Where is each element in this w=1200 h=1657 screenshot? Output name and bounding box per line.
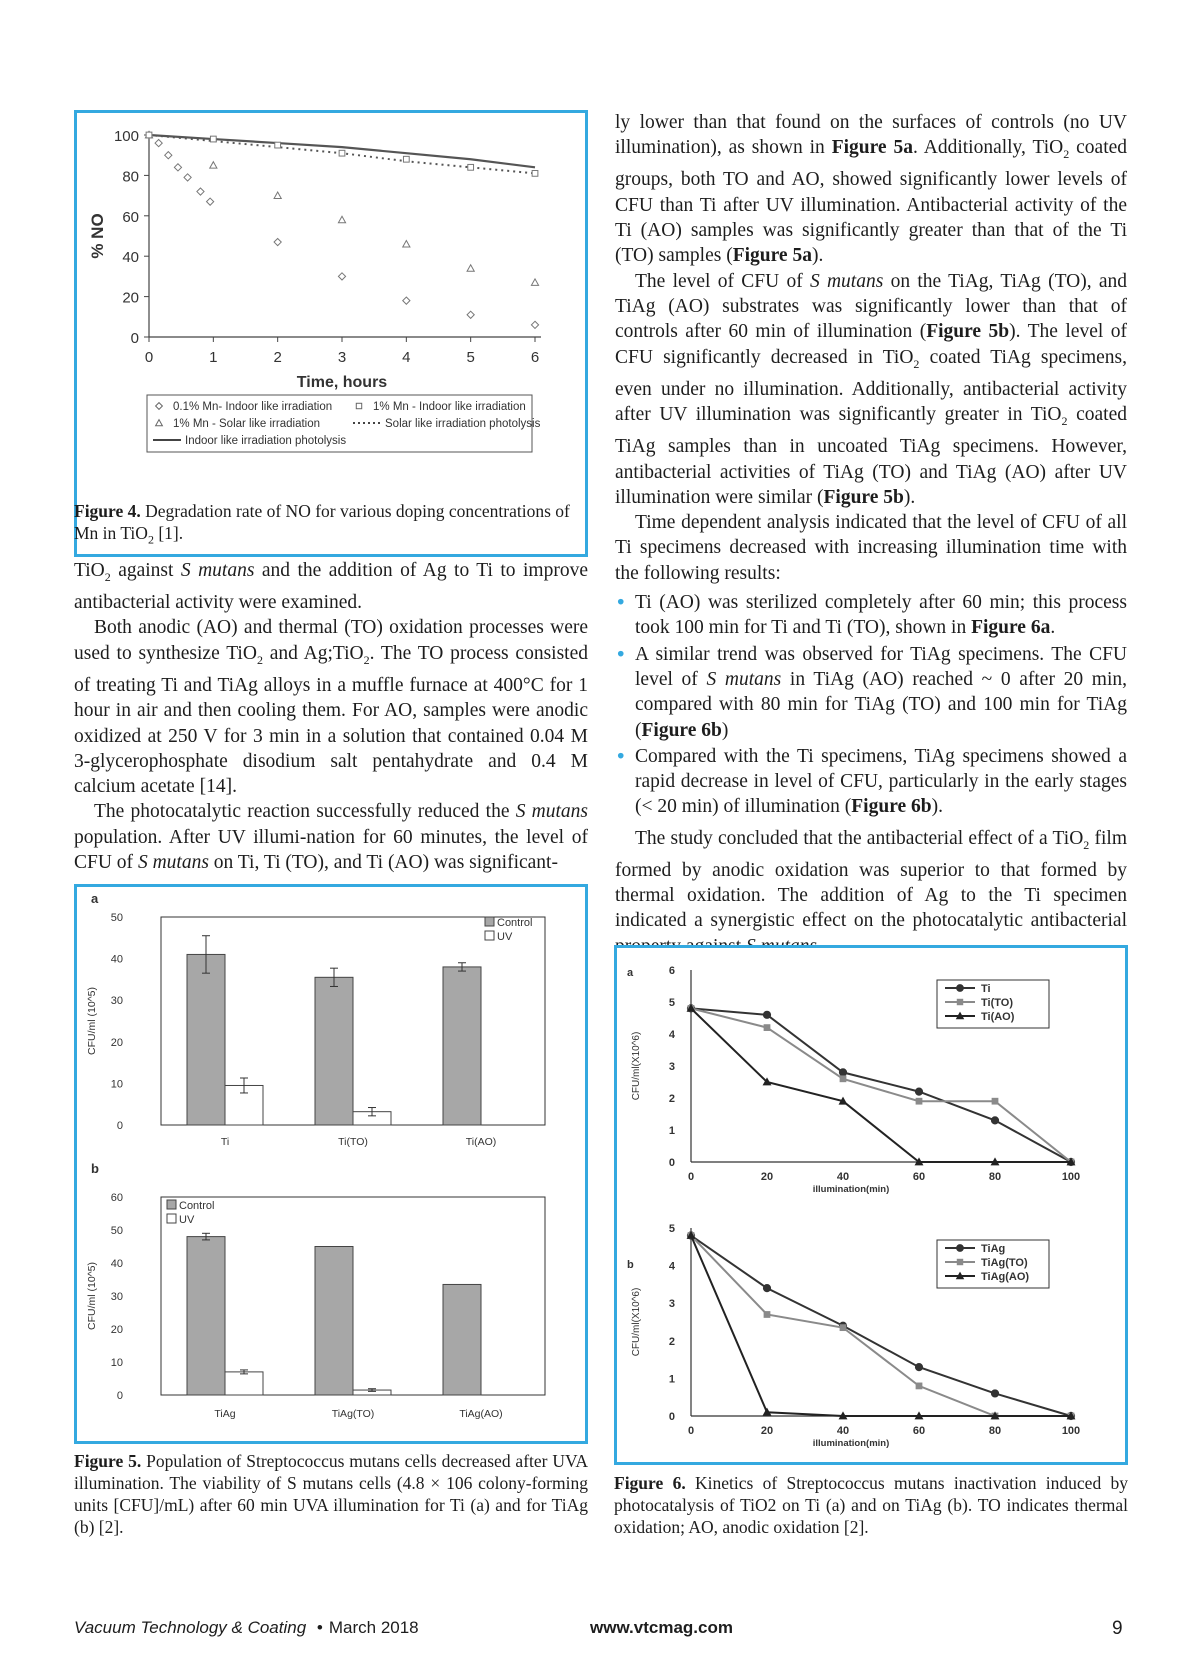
x-tick-label: 40 xyxy=(836,1425,850,1437)
legend-label: TiAg xyxy=(981,1243,1006,1255)
bar xyxy=(443,967,481,1125)
figure-6-chart xyxy=(617,948,1125,1462)
y-tick-label: 30 xyxy=(110,995,123,1008)
x-tick-label: 100 xyxy=(1061,1171,1081,1183)
y-tick-label: 5 xyxy=(668,1223,675,1235)
data-point xyxy=(403,156,409,162)
data-point xyxy=(764,1312,770,1318)
data-point xyxy=(174,164,181,171)
figure-5 xyxy=(74,884,588,1444)
data-point xyxy=(992,1098,998,1104)
x-tick-label: 0 xyxy=(687,1425,695,1437)
legend-marker xyxy=(957,999,962,1004)
series-line xyxy=(691,1008,1071,1162)
y-tick-label: 10 xyxy=(110,1357,123,1369)
y-tick-label: 100 xyxy=(113,128,139,145)
data-point xyxy=(764,1025,770,1031)
category-label: TiAg(AO) xyxy=(459,1408,503,1420)
x-tick-label: 80 xyxy=(988,1425,1002,1437)
figure-4-caption: Figure 4. Degradation rate of NO for various doping concentrations of Mn in TiO$_2$ [1]. xyxy=(74,501,570,547)
y-tick-label: 60 xyxy=(110,1192,123,1204)
y-axis-label: CFU/ml(X10^6) xyxy=(631,1287,642,1357)
y-tick-label: 10 xyxy=(110,1078,123,1091)
series-line xyxy=(691,1008,1071,1162)
y-tick-label: 50 xyxy=(110,1225,123,1237)
legend-marker xyxy=(957,1259,962,1264)
y-tick-label: 6 xyxy=(668,965,675,977)
figure-4-chart xyxy=(77,113,585,491)
x-tick-label: 0 xyxy=(144,349,154,366)
figure-6-caption: Figure 6. Kinetics of Streptococcus mutans inactivation induced by photocatalysis of TiO2 on Ti (a) and on TiAg (b). TO indicates thermal oxidation; AO, anodic oxidation [2]. xyxy=(614,1473,1129,1537)
data-point xyxy=(763,1285,770,1292)
y-tick-label: 40 xyxy=(110,953,123,966)
data-point xyxy=(840,1325,846,1331)
legend-marker xyxy=(957,985,964,992)
category-label: Ti xyxy=(220,1136,230,1148)
data-point xyxy=(916,1383,922,1389)
x-tick-label: 20 xyxy=(760,1425,774,1437)
data-point xyxy=(197,188,204,195)
x-tick-label: 2 xyxy=(273,349,282,366)
figure-5-chart xyxy=(77,887,585,1441)
x-tick-label: 80 xyxy=(988,1171,1002,1183)
y-tick-label: 1 xyxy=(668,1373,675,1386)
data-point xyxy=(207,198,214,205)
x-tick-label: 60 xyxy=(912,1171,926,1183)
data-point xyxy=(991,1390,998,1397)
y-tick-label: 0 xyxy=(668,1157,675,1169)
x-tick-label: 3 xyxy=(337,349,347,366)
data-point xyxy=(275,142,281,148)
legend-label: Solar like irradiation photolysis xyxy=(385,418,541,430)
y-tick-label: 40 xyxy=(122,249,139,267)
x-axis-label: illumination(min) xyxy=(812,1184,890,1195)
y-axis-label: CFU/ml (10^5) xyxy=(86,1262,98,1330)
y-tick-label: 50 xyxy=(110,912,123,924)
panel-label: b xyxy=(91,1161,99,1176)
y-tick-label: 60 xyxy=(122,208,139,226)
y-tick-label: 0 xyxy=(116,1120,123,1132)
x-tick-label: 4 xyxy=(402,349,411,366)
data-point xyxy=(338,273,345,280)
data-point xyxy=(155,139,162,146)
figure-6 xyxy=(614,945,1128,1465)
data-point xyxy=(146,132,152,138)
legend-label: 1% Mn - Indoor like irradiation xyxy=(373,401,526,413)
y-tick-label: 3 xyxy=(668,1298,675,1311)
legend-marker xyxy=(356,403,361,408)
y-tick-label: 20 xyxy=(110,1036,123,1049)
data-point xyxy=(840,1076,846,1082)
data-point xyxy=(916,1098,922,1104)
data-point xyxy=(274,192,281,198)
y-tick-label: 0 xyxy=(130,330,139,347)
category-label: Ti(TO) xyxy=(338,1136,368,1148)
y-tick-label: 2 xyxy=(668,1335,675,1348)
data-point xyxy=(403,297,410,304)
legend-swatch xyxy=(485,917,494,926)
data-point xyxy=(839,1069,846,1076)
left-column-text: TiO$_2$ against S mutans and the addition of Ag to Ti to improve antibacterial activity were examined. Both anodic (AO) and thermal (TO) oxidation processes were used to synthesize TiO$_2$ and Ag;TiO$_2$. The TO process consisted of treating Ti and TiAg alloys in a muffle furnace at 400°C for 1 hour in air and then cooling them. For AO, samples were anodic oxidized at 250 V for 3 min in a solution that contained 0.04 M 3-glycerophosphate disodium salt pentahydrate and 0.4 M calcium acetate [14]. The photocatalytic reaction successfully reduced the S mutans population. After UV illumi-nation for 60 minutes, the level of CFU of S mutans on Ti, Ti (TO), and Ti (AO) was significant- xyxy=(74,560,589,874)
right-column-text: ly lower than that found on the surfaces of controls (no UV illumination), as shown in Figure 5a. Additionally, TiO$_2$ coated groups, both TO and AO, showed significantly lower levels of CFU than Ti after UV illumination. Antibacterial activity of the Ti (AO) samples was significantly greater than that of the Ti (TO) samples (Figure 5a). The level of CFU of S mutans on the TiAg, TiAg (TO), and TiAg (AO) substrates was significantly lower than that of controls after 60 min of illumination (Figure 5b). The level of CFU significantly decreased in TiO$_2$ coated TiAg specimens, even under no illumination. Additionally, antibacterial activity after UV illumination was significantly greater in TiO$_2$ coated TiAg samples than in uncoated TiAg specimens. However, antibacterial activities of TiAg (TO) and TiAg (AO) after UV illumination were similar (Figure 5b). Time dependent analysis indicated that the level of CFU of all Ti specimens decreased with increasing illumination time with the following results: • Ti (AO) was sterilized completely after 60 min; this process took 100 min for Ti and Ti (TO), shown in Figure 6a. • A similar trend was observed for TiAg specimens. The CFU level of S mutans in TiAg (AO) reached ~ 0 after 20 min, compared with 80 min for TiAg (TO) and 100 min for TiAg (Figure 6b) • Compared with the Ti specimens, TiAg specimens showed a rapid decrease in level of CFU, particularly in the early stages (< 20 min) of illumination (Figure 6b). The study concluded that the antibacterial effect of a TiO$_2$ film formed by anodic oxidation was superior to that formed by thermal oxidation. The addition of Ag to the Ti specimen indicated a synergistic effect on the photocatalytic antibacterial xyxy=(615,112,1128,932)
figure-5-caption: Figure 5. Population of Streptococcus mutans cells decreased after UVA illumination. The viability of S mutans cells (4.8 × 106 colony-forming units [CFU]/mL) after 60 min UVA illumination for Ti (a) and for TiAg (b) [2]. xyxy=(74,1451,588,1537)
y-tick-label: 20 xyxy=(110,1324,123,1336)
data-point xyxy=(339,150,345,156)
legend-label: UV xyxy=(497,931,513,943)
data-point xyxy=(467,265,474,271)
legend-swatch xyxy=(167,1214,176,1223)
y-tick-label: 1 xyxy=(668,1125,675,1137)
y-tick-label: 0 xyxy=(116,1390,123,1402)
bar xyxy=(187,954,225,1125)
data-point xyxy=(184,174,191,181)
data-point xyxy=(915,1088,922,1095)
bar xyxy=(187,1237,225,1395)
legend-label: TiAg(AO) xyxy=(981,1271,1030,1283)
panel-label: a xyxy=(627,967,634,979)
y-tick-label: 3 xyxy=(668,1061,675,1073)
y-tick-label: 2 xyxy=(668,1093,675,1105)
figure-4 xyxy=(74,110,588,557)
x-tick-label: 100 xyxy=(1061,1425,1081,1437)
legend-swatch xyxy=(167,1200,176,1209)
data-point xyxy=(468,164,474,170)
y-tick-label: 40 xyxy=(110,1258,123,1270)
legend-marker xyxy=(957,1245,964,1252)
x-tick-label: 60 xyxy=(912,1425,926,1437)
data-point xyxy=(531,321,538,328)
legend-label: Ti(AO) xyxy=(981,1011,1015,1023)
data-point xyxy=(210,136,216,142)
x-tick-label: 40 xyxy=(836,1171,850,1183)
x-axis-label: Time, hours xyxy=(296,374,388,391)
series-line xyxy=(691,1008,1071,1162)
panel-label: a xyxy=(91,891,99,906)
x-tick-label: 1 xyxy=(209,349,218,366)
data-point xyxy=(338,216,345,222)
category-label: Ti(AO) xyxy=(465,1136,497,1148)
y-tick-label: 0 xyxy=(668,1411,675,1423)
y-tick-label: 20 xyxy=(122,289,139,307)
bar xyxy=(315,977,353,1125)
category-label: TiAg(TO) xyxy=(331,1408,375,1420)
y-axis-label: CFU/ml (10^5) xyxy=(86,987,98,1055)
x-tick-label: 20 xyxy=(760,1171,774,1183)
x-tick-label: 6 xyxy=(530,349,540,366)
data-point xyxy=(763,1011,770,1018)
x-tick-label: 5 xyxy=(466,349,475,366)
footer-journal: Vacuum Technology & Coating • March 2018 xyxy=(74,1618,419,1637)
data-point xyxy=(210,162,217,168)
y-axis-label: CFU/ml(X10^6) xyxy=(631,1031,642,1101)
bar xyxy=(315,1247,353,1396)
legend-label: Indoor like irradiation photolysis xyxy=(185,435,347,447)
y-tick-label: 80 xyxy=(122,168,139,186)
footer-url[interactable]: www.vtcmag.com xyxy=(590,1618,733,1637)
data-point xyxy=(991,1117,998,1124)
data-point xyxy=(532,171,538,177)
legend-label: Control xyxy=(179,1200,215,1212)
y-tick-label: 30 xyxy=(110,1291,123,1303)
data-point xyxy=(467,311,474,318)
y-tick-label: 5 xyxy=(668,997,675,1009)
panel-label: b xyxy=(627,1259,634,1271)
legend-label: 1% Mn - Solar like irradiation xyxy=(173,418,321,430)
y-axis-label: % NO xyxy=(88,213,107,259)
x-tick-label: 0 xyxy=(687,1171,695,1183)
legend-swatch xyxy=(485,931,494,940)
bar xyxy=(443,1284,481,1395)
legend-label: Ti(TO) xyxy=(981,997,1013,1009)
page-number: 9 xyxy=(1112,1618,1123,1639)
bar xyxy=(225,1372,263,1395)
y-tick-label: 4 xyxy=(668,1029,675,1041)
x-axis-label: illumination(min) xyxy=(812,1438,890,1449)
data-point xyxy=(531,279,538,285)
legend-label: 0.1% Mn- Indoor like irradiation xyxy=(173,401,333,413)
legend-label: Ti xyxy=(981,983,991,995)
y-tick-label: 4 xyxy=(668,1260,675,1273)
category-label: TiAg xyxy=(214,1408,236,1420)
legend-label: UV xyxy=(179,1214,195,1226)
legend-label: Control xyxy=(497,917,533,929)
legend-label: TiAg(TO) xyxy=(981,1257,1028,1269)
data-point xyxy=(915,1364,922,1371)
data-point xyxy=(274,238,281,245)
data-point xyxy=(403,240,410,246)
data-point xyxy=(165,152,172,159)
